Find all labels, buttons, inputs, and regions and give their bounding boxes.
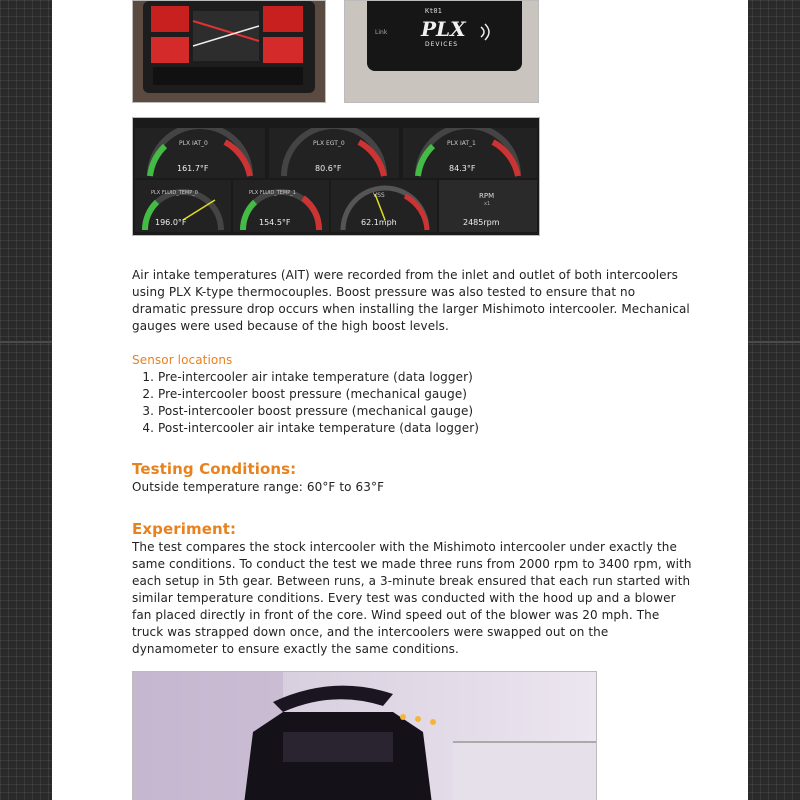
plx-device-photo bbox=[344, 0, 539, 103]
gauge-title: PLX EGT_0 bbox=[313, 140, 345, 147]
gauge-title: PLX IAT_0 bbox=[179, 140, 208, 147]
gauge-panel bbox=[269, 128, 399, 178]
gauge-panel bbox=[233, 180, 329, 232]
plx-logo: PLX bbox=[421, 17, 466, 41]
list-item: 4. Post-intercooler air intake temperature (data logger) bbox=[158, 420, 692, 437]
gauge-panel bbox=[331, 180, 437, 232]
plx-device-body bbox=[367, 1, 522, 71]
data-logger-image bbox=[133, 1, 325, 102]
wireless-icon bbox=[479, 23, 493, 41]
plx-model-label: Kt01 bbox=[425, 7, 442, 15]
sensor-list bbox=[132, 369, 692, 437]
truck-image bbox=[133, 672, 596, 800]
gauge-title: PLX IAT_1 bbox=[447, 140, 476, 147]
gauge-subtitle: x1 bbox=[484, 201, 491, 207]
right-divider bbox=[748, 341, 800, 343]
gauge-panel bbox=[135, 128, 265, 178]
gauge-panel bbox=[439, 180, 537, 232]
gauges-screenshot bbox=[132, 117, 540, 236]
gauge-value: 84.3°F bbox=[449, 164, 476, 173]
data-logger-photo bbox=[132, 0, 326, 103]
testing-heading: Testing Conditions: bbox=[132, 460, 297, 478]
list-item: 3. Post-intercooler boost pressure (mechanical gauge) bbox=[158, 403, 692, 420]
article-page bbox=[52, 0, 748, 800]
plx-link-label: Link bbox=[375, 29, 388, 36]
plx-sub-label: DEVICES bbox=[425, 41, 459, 48]
gauge-value: 161.7°F bbox=[177, 164, 209, 173]
gauge-panel bbox=[403, 128, 537, 178]
testing-text: Outside temperature range: 60°F to 63°F bbox=[132, 480, 385, 494]
sensor-heading: Sensor locations bbox=[132, 353, 233, 367]
gauge-title: PLX FLUID_TEMP_1 bbox=[249, 190, 296, 196]
gauge-title: RPM bbox=[479, 192, 495, 200]
gauge-value: 154.5°F bbox=[259, 218, 291, 227]
truck-photo bbox=[132, 671, 597, 800]
list-item: 1. Pre-intercooler air intake temperature (data logger) bbox=[158, 369, 692, 386]
gauge-title: PLX FLUID_TEMP_0 bbox=[151, 190, 198, 196]
intro-paragraph: Air intake temperatures (AIT) were recorded from the inlet and outlet of both intercoolers using PLX K-type thermocouples. Boost pressure was also tested to ensure that no dramatic pressure drop occurs when installing the larger Mishimoto intercooler. Mechanical gauges were used because of the high boost levels. bbox=[132, 268, 690, 333]
gauge-panel bbox=[135, 180, 231, 232]
sensor-list-container bbox=[132, 369, 692, 437]
gauge-value: 80.6°F bbox=[315, 164, 342, 173]
experiment-paragraph: The test compares the stock intercooler with the Mishimoto intercooler under exactly the same conditions. To conduct the test we made three runs from 2000 rpm to 3400 rpm, with each setup in 5th gear. Between runs, a 3-minute break ensured that each run started with similar temperature conditions. Every test was conducted with the hood up and a blower fan placed directly in front of the core. Wind speed out of the blower was 20 mph. The truck was strapped down once, and the intercoolers were swapped out on the dynamometer to ensure exactly the same conditions. bbox=[132, 540, 692, 656]
gauge-title: VSS bbox=[373, 192, 385, 199]
list-item: 2. Pre-intercooler boost pressure (mechanical gauge) bbox=[158, 386, 692, 403]
gauge-value: 196.0°F bbox=[155, 218, 187, 227]
gauge-value: 62.1mph bbox=[361, 218, 397, 227]
gauge-value: 2485rpm bbox=[463, 218, 500, 227]
experiment-heading: Experiment: bbox=[132, 520, 237, 538]
left-divider bbox=[0, 341, 52, 343]
